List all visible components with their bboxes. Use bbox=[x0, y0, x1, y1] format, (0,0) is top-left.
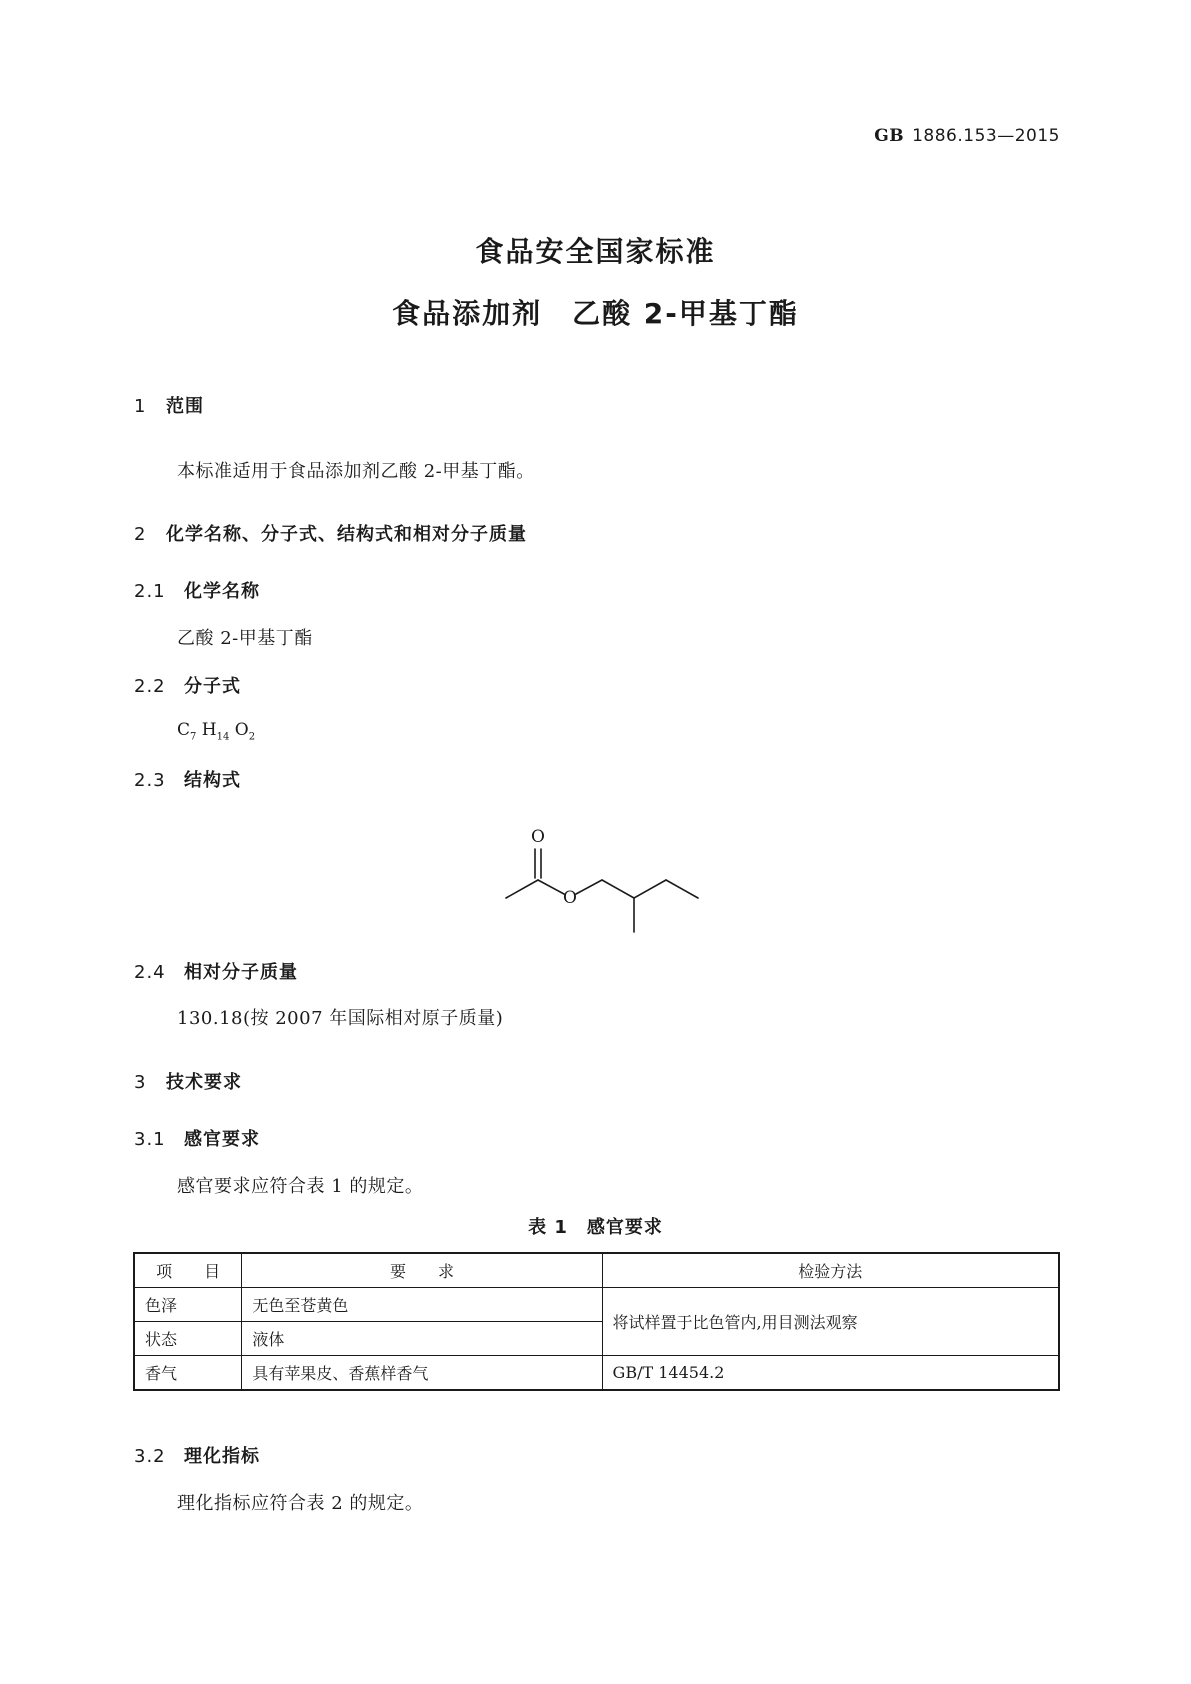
section-2-4-number: 2.4 bbox=[134, 962, 166, 983]
header-requirement: 要 求 bbox=[242, 1253, 602, 1288]
formula-carbon-count: 7 bbox=[190, 731, 197, 743]
structural-formula bbox=[480, 820, 720, 940]
cell-item: 状态 bbox=[134, 1322, 242, 1356]
table-1 bbox=[133, 1252, 1060, 1391]
cell-item: 香气 bbox=[134, 1356, 242, 1391]
section-2-3-number: 2.3 bbox=[134, 770, 166, 791]
section-3-2-text: 理化指标应符合表 2 的规定。 bbox=[177, 1493, 424, 1514]
cell-method: 将试样置于比色管内,用目测法观察 bbox=[602, 1288, 1059, 1356]
formula-hydrogen-count: 14 bbox=[216, 731, 230, 743]
bond-ch2-ch bbox=[602, 880, 634, 898]
section-2-number: 2 bbox=[134, 524, 147, 545]
section-1-title: 范围 bbox=[166, 396, 204, 417]
atom-carbonyl-oxygen: O bbox=[531, 827, 545, 847]
standard-number bbox=[874, 126, 1060, 146]
bond-ch2-ch3 bbox=[666, 880, 698, 898]
header-method: 检验方法 bbox=[602, 1253, 1059, 1288]
section-2-1-title: 化学名称 bbox=[184, 581, 260, 602]
section-2-2-number: 2.2 bbox=[134, 676, 166, 697]
atom-ester-oxygen: O bbox=[563, 888, 577, 908]
section-2-4-heading bbox=[134, 958, 298, 984]
cell-requirement: 无色至苍黄色 bbox=[242, 1288, 602, 1322]
molecular-mass-text: 130.18(按 2007 年国际相对原子质量) bbox=[177, 1008, 504, 1029]
table-header-row bbox=[134, 1253, 1059, 1288]
table-1-caption: 表 1 感官要求 bbox=[528, 1217, 663, 1238]
header-item: 项 目 bbox=[134, 1253, 242, 1288]
section-3-1-text: 感官要求应符合表 1 的规定。 bbox=[177, 1176, 424, 1197]
section-2-heading bbox=[134, 520, 527, 546]
formula-oxygen: O bbox=[234, 720, 249, 740]
section-3-number: 3 bbox=[134, 1072, 147, 1093]
cell-item: 色泽 bbox=[134, 1288, 242, 1322]
section-1-text: 本标准适用于食品添加剂乙酸 2-甲基丁酯。 bbox=[177, 461, 535, 482]
section-3-heading bbox=[134, 1068, 242, 1094]
formula-oxygen-count: 2 bbox=[248, 731, 256, 743]
section-2-1-number: 2.1 bbox=[134, 581, 166, 602]
section-3-1-number: 3.1 bbox=[134, 1129, 166, 1150]
section-3-1-heading bbox=[134, 1125, 260, 1151]
chemical-name: 乙酸 2-甲基丁酯 bbox=[177, 628, 313, 649]
cell-method: GB/T 14454.2 bbox=[602, 1356, 1059, 1391]
section-3-2-number: 3.2 bbox=[134, 1446, 166, 1467]
molecular-formula bbox=[177, 720, 255, 742]
formula-carbon: C bbox=[177, 720, 191, 740]
formula-hydrogen: H bbox=[201, 720, 217, 740]
section-2-1-heading bbox=[134, 577, 260, 603]
section-3-2-heading bbox=[134, 1442, 260, 1468]
section-2-2-title: 分子式 bbox=[184, 676, 241, 697]
table-row bbox=[134, 1288, 1059, 1322]
cell-requirement: 液体 bbox=[242, 1322, 602, 1356]
section-2-2-heading bbox=[134, 672, 241, 698]
bond-ester-o-ch2 bbox=[576, 880, 602, 894]
page-title: 食品安全国家标准 bbox=[475, 235, 716, 268]
section-2-3-heading bbox=[134, 766, 241, 792]
bond-ch-ch2 bbox=[634, 880, 666, 898]
section-3-title: 技术要求 bbox=[166, 1072, 242, 1093]
page-subtitle: 食品添加剂 乙酸 2-甲基丁酯 bbox=[392, 297, 799, 330]
section-3-1-title: 感官要求 bbox=[184, 1129, 260, 1150]
section-2-title: 化学名称、分子式、结构式和相对分子质量 bbox=[166, 524, 527, 545]
standard-code: 1886.153—2015 bbox=[912, 126, 1060, 146]
section-1-number: 1 bbox=[134, 396, 147, 417]
section-2-3-title: 结构式 bbox=[184, 770, 241, 791]
section-3-2-title: 理化指标 bbox=[184, 1446, 260, 1467]
table-row bbox=[134, 1356, 1059, 1391]
section-2-4-title: 相对分子质量 bbox=[184, 962, 298, 983]
cell-requirement: 具有苹果皮、香蕉样香气 bbox=[242, 1356, 602, 1391]
section-1-heading bbox=[134, 392, 204, 418]
bond-carbonyl-ester-o bbox=[538, 880, 564, 894]
standard-prefix: GB bbox=[874, 126, 905, 146]
bond-methyl-carbonyl bbox=[506, 880, 538, 898]
